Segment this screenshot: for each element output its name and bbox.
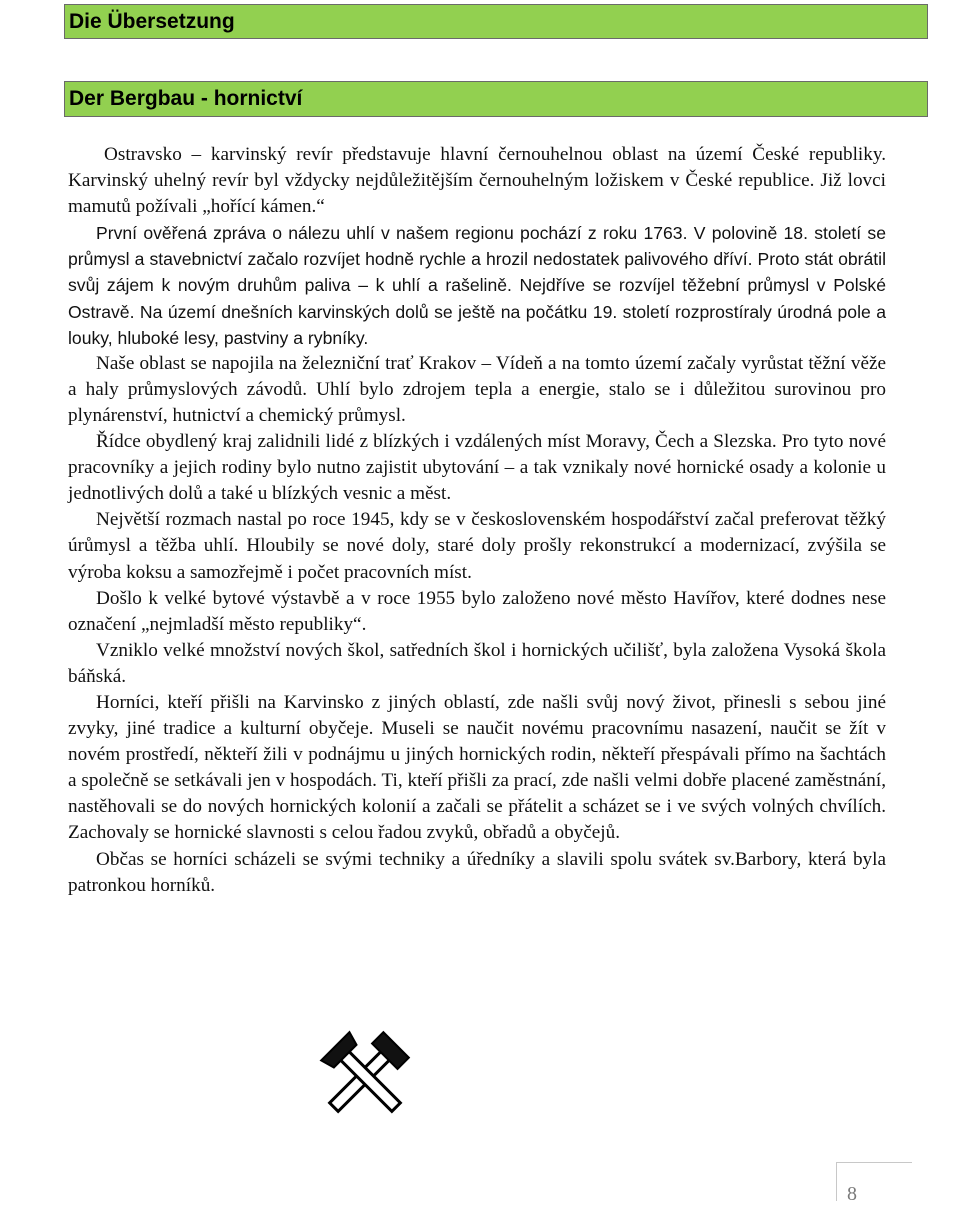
section-title: Der Bergbau - hornictví (69, 87, 303, 110)
paragraph-schools: Vzniklo velké množství nových škol, satředních škol i hornických učilišť, byla založena Vysoká škola báňská. (68, 639, 886, 687)
paragraph-miners-life: Horníci, kteří přišli na Karvinsko z jiných oblastí, zde našli svůj nový život, přinesli s sebou jiné zvyky, jiné tradice a kulturní obyčeje. Museli se naučit novému pracovnímu nasazení, naučit se žít v novém prostředí, někteří žili v podnájmu u jiných hornických rodin, někteří přespávali přímo na šachtách a společně se setkávali jen v hospodách. Ti, kteří přišli za prací, zde našli velmi dobře placené zaměstnání, nastěhovali se do nových hornických kolonií a začali se přátelit a scházet se i ve svých volných chvílích. Zachovaly se hornické slavnosti s celou řadou zvyků, obřadů a obyčejů. (68, 691, 886, 844)
paragraph-intro: Ostravsko – karvinský revír představuje hlavní černouhelnou oblast na území České republiky. Karvinský uhelný revír byl vždycky nejdůležitějším černouhelným ložiskem v České republice. Již lovci mamutů požívali „hořící kámen.“ (68, 144, 886, 218)
paragraph-railway: Naše oblast se napojila na železniční trať Krakov – Vídeň a na tomto území začaly vyrůstat těžní věže a haly průmyslových závodů. Uhlí bylo zdrojem tepla a energie, stalo se i důležitou surovinou pro plynárenství, hutnictví a chemický průmysl. (68, 352, 886, 426)
paragraph-havirov: Došlo k velké bytové výstavbě a v roce 1955 bylo založeno nové město Havířov, které dodnes nese označení „nejmladší město republiky“. (68, 587, 886, 635)
paragraph-barbora: Občas se horníci scházeli se svými techniky a úředníky a slavili spolu svátek sv.Barbory, která byla patronkou horníků. (68, 848, 886, 896)
paragraph-expansion: Největší rozmach nastal po roce 1945, kdy se v československém hospodářství začal preferovat těžký úrůmysl a těžba uhlí. Hloubily se nové doly, staré doly prošly rekonstrukcí a modernizací, zvýšila se výroba koksu a samozřejmě i počet pracovních míst. (68, 509, 886, 583)
document-title: Die Übersetzung (69, 10, 235, 33)
section-title-banner (64, 81, 928, 117)
crossed-hammers-icon (319, 1030, 411, 1122)
page-number-box (836, 1162, 912, 1205)
article-body (68, 142, 886, 899)
page-number: 8 (847, 1183, 857, 1205)
paragraph-history: První ověřená zpráva o nálezu uhlí v našem regionu pochází z roku 1763. V polovině 18. století se průmysl a stavebnictví začalo rozvíjet hodně rychle a hrozil nedostatek palivového dříví. Proto stát obrátil svůj zájem k novým druhům paliva – k uhlí a rašelině. Nejdříve se rozvíjel těžební průmysl v Polské Ostravě. Na území dnešních karvinských dolů se ještě na počátku 19. století rozprostíraly úrodná pole a louky, hluboké lesy, pastviny a rybníky. (68, 223, 886, 348)
paragraph-settlement: Řídce obydlený kraj zalidnili lidé z blízkých i vzdálených míst Moravy, Čech a Slezska. Pro tyto nové pracovníky a jejich rodiny bylo nutno zajistit ubytování – a tak vznikaly nové hornické osady a kolonie u jednotlivých dolů a také u blízkých vesnic a měst. (68, 431, 886, 505)
document-title-banner (64, 4, 928, 39)
